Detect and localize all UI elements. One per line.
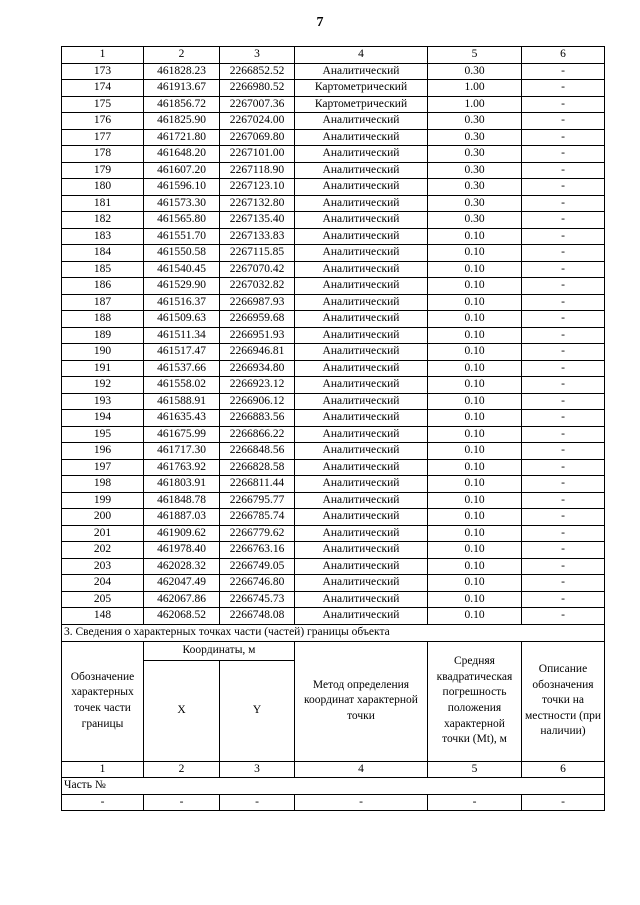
table-row xyxy=(62,63,605,80)
x-coordinate-cell: 461509.63 xyxy=(144,311,220,328)
y-coordinate-cell: 2266959.68 xyxy=(220,311,295,328)
column-number-cell: 1 xyxy=(62,47,144,64)
x-coordinate-cell: 462028.32 xyxy=(144,558,220,575)
y-coordinate-cell: 2266785.74 xyxy=(220,509,295,526)
description-cell: - xyxy=(522,542,605,559)
table-row xyxy=(62,410,605,427)
method-cell: Аналитический xyxy=(295,311,428,328)
point-number-cell: 180 xyxy=(62,179,144,196)
mt-cell: 0.10 xyxy=(428,410,522,427)
y-coordinate-cell: 2266866.22 xyxy=(220,426,295,443)
column-number-cell: 2 xyxy=(144,761,220,778)
method-cell: Аналитический xyxy=(295,129,428,146)
method-cell: Аналитический xyxy=(295,608,428,625)
method-cell: Аналитический xyxy=(295,410,428,427)
method-cell: Аналитический xyxy=(295,360,428,377)
x-coordinate-cell: 462068.52 xyxy=(144,608,220,625)
description-cell: - xyxy=(522,459,605,476)
description-header: Описание обозначения точки на местности (при наличии) xyxy=(522,641,605,761)
table-row xyxy=(62,228,605,245)
description-cell: - xyxy=(522,393,605,410)
table-row xyxy=(62,476,605,493)
mt-cell: 0.30 xyxy=(428,162,522,179)
table-row xyxy=(62,360,605,377)
mt-cell: 0.10 xyxy=(428,591,522,608)
y-coordinate-cell: 2266883.56 xyxy=(220,410,295,427)
description-cell: - xyxy=(522,492,605,509)
y-coordinate-cell: 2266748.08 xyxy=(220,608,295,625)
method-cell: Аналитический xyxy=(295,459,428,476)
x-coordinate-cell: 461565.80 xyxy=(144,212,220,229)
table-row xyxy=(62,393,605,410)
point-number-cell: 193 xyxy=(62,393,144,410)
method-cell: Аналитический xyxy=(295,476,428,493)
x-coordinate-cell: 461517.47 xyxy=(144,344,220,361)
section-header-row xyxy=(62,641,605,660)
table-row xyxy=(62,245,605,262)
description-cell: - xyxy=(522,525,605,542)
mt-cell: 0.30 xyxy=(428,179,522,196)
point-number-cell: 178 xyxy=(62,146,144,163)
point-number-cell: 205 xyxy=(62,591,144,608)
description-cell: - xyxy=(522,129,605,146)
description-cell: - xyxy=(522,591,605,608)
empty-cell: - xyxy=(522,794,605,811)
mt-cell: 0.30 xyxy=(428,212,522,229)
point-number-cell: 179 xyxy=(62,162,144,179)
table-row xyxy=(62,575,605,592)
x-coordinate-cell: 461551.70 xyxy=(144,228,220,245)
method-cell: Картометрический xyxy=(295,80,428,97)
mt-cell: 1.00 xyxy=(428,96,522,113)
description-cell: - xyxy=(522,179,605,196)
mt-cell: 0.30 xyxy=(428,129,522,146)
x-coordinate-cell: 462067.86 xyxy=(144,591,220,608)
method-cell: Аналитический xyxy=(295,377,428,394)
point-number-cell: 186 xyxy=(62,278,144,295)
point-number-cell: 194 xyxy=(62,410,144,427)
x-coordinate-cell: 461537.66 xyxy=(144,360,220,377)
mt-cell: 0.10 xyxy=(428,575,522,592)
x-coordinate-cell: 461675.99 xyxy=(144,426,220,443)
description-cell: - xyxy=(522,476,605,493)
x-coordinate-cell: 461511.34 xyxy=(144,327,220,344)
section-column-number-row xyxy=(62,761,605,778)
mt-cell: 0.10 xyxy=(428,327,522,344)
y-coordinate-cell: 2266795.77 xyxy=(220,492,295,509)
y-coordinate-cell: 2267007.36 xyxy=(220,96,295,113)
x-coordinate-cell: 461596.10 xyxy=(144,179,220,196)
method-cell: Аналитический xyxy=(295,146,428,163)
description-cell: - xyxy=(522,63,605,80)
column-number-cell: 5 xyxy=(428,761,522,778)
mt-cell: 0.10 xyxy=(428,245,522,262)
x-coordinate-cell: 461763.92 xyxy=(144,459,220,476)
x-coordinate-cell: 461635.43 xyxy=(144,410,220,427)
table-row xyxy=(62,558,605,575)
y-coordinate-cell: 2266980.52 xyxy=(220,80,295,97)
mt-cell: 0.10 xyxy=(428,509,522,526)
mt-cell: 0.10 xyxy=(428,608,522,625)
y-coordinate-cell: 2266811.44 xyxy=(220,476,295,493)
method-cell: Аналитический xyxy=(295,327,428,344)
table-row xyxy=(62,162,605,179)
mt-cell: 0.10 xyxy=(428,459,522,476)
method-cell: Аналитический xyxy=(295,63,428,80)
table-row xyxy=(62,96,605,113)
table-row xyxy=(62,179,605,196)
coordinates-header: Координаты, м xyxy=(144,641,295,660)
description-cell: - xyxy=(522,509,605,526)
column-number-cell: 4 xyxy=(295,47,428,64)
table-row xyxy=(62,426,605,443)
y-coordinate-cell: 2266934.80 xyxy=(220,360,295,377)
x-coordinate-cell: 461828.23 xyxy=(144,63,220,80)
point-number-cell: 201 xyxy=(62,525,144,542)
x-coordinate-cell: 461848.78 xyxy=(144,492,220,509)
y-coordinate-cell: 2266746.80 xyxy=(220,575,295,592)
description-cell: - xyxy=(522,410,605,427)
column-number-cell: 3 xyxy=(220,47,295,64)
mt-cell: 1.00 xyxy=(428,80,522,97)
description-cell: - xyxy=(522,113,605,130)
point-number-cell: 199 xyxy=(62,492,144,509)
y-coordinate-cell: 2266749.05 xyxy=(220,558,295,575)
part-row xyxy=(62,778,605,795)
description-cell: - xyxy=(522,146,605,163)
mt-cell: 0.10 xyxy=(428,228,522,245)
y-coordinate-cell: 2266763.16 xyxy=(220,542,295,559)
page-number: 7 xyxy=(316,15,324,30)
y-coordinate-cell: 2267133.83 xyxy=(220,228,295,245)
description-cell: - xyxy=(522,212,605,229)
description-cell: - xyxy=(522,294,605,311)
x-header: X xyxy=(144,660,220,761)
description-cell: - xyxy=(522,245,605,262)
y-header: Y xyxy=(220,660,295,761)
x-coordinate-cell: 461573.30 xyxy=(144,195,220,212)
table-row xyxy=(62,195,605,212)
y-coordinate-cell: 2266987.93 xyxy=(220,294,295,311)
table-row xyxy=(62,509,605,526)
point-number-cell: 188 xyxy=(62,311,144,328)
mt-cell: 0.10 xyxy=(428,542,522,559)
point-number-cell: 148 xyxy=(62,608,144,625)
x-coordinate-cell: 461717.30 xyxy=(144,443,220,460)
description-cell: - xyxy=(522,426,605,443)
x-coordinate-cell: 461558.02 xyxy=(144,377,220,394)
y-coordinate-cell: 2266906.12 xyxy=(220,393,295,410)
method-cell: Аналитический xyxy=(295,575,428,592)
x-coordinate-cell: 461721.80 xyxy=(144,129,220,146)
x-coordinate-cell: 461607.20 xyxy=(144,162,220,179)
y-coordinate-cell: 2267115.85 xyxy=(220,245,295,262)
point-number-cell: 192 xyxy=(62,377,144,394)
table-row xyxy=(62,443,605,460)
x-coordinate-cell: 461803.91 xyxy=(144,476,220,493)
point-number-cell: 196 xyxy=(62,443,144,460)
section-title-row xyxy=(62,624,605,641)
point-number-cell: 177 xyxy=(62,129,144,146)
table-row xyxy=(62,608,605,625)
mt-cell: 0.10 xyxy=(428,443,522,460)
mt-cell: 0.10 xyxy=(428,377,522,394)
mt-header: Средняя квадратическая погрешность положения характерной точки (Mt), м xyxy=(428,641,522,761)
description-cell: - xyxy=(522,608,605,625)
description-cell: - xyxy=(522,443,605,460)
table-row xyxy=(62,344,605,361)
method-cell: Аналитический xyxy=(295,542,428,559)
description-cell: - xyxy=(522,96,605,113)
point-number-cell: 197 xyxy=(62,459,144,476)
method-cell: Аналитический xyxy=(295,245,428,262)
x-coordinate-cell: 461550.58 xyxy=(144,245,220,262)
mt-cell: 0.30 xyxy=(428,146,522,163)
table-row xyxy=(62,212,605,229)
mt-cell: 0.30 xyxy=(428,63,522,80)
description-cell: - xyxy=(522,228,605,245)
description-cell: - xyxy=(522,575,605,592)
column-number-cell: 1 xyxy=(62,761,144,778)
point-number-cell: 184 xyxy=(62,245,144,262)
mt-cell: 0.10 xyxy=(428,558,522,575)
x-coordinate-cell: 461913.67 xyxy=(144,80,220,97)
column-number-row xyxy=(62,47,605,64)
x-coordinate-cell: 461825.90 xyxy=(144,113,220,130)
point-number-cell: 195 xyxy=(62,426,144,443)
x-coordinate-cell: 461540.45 xyxy=(144,261,220,278)
empty-data-row xyxy=(62,794,605,811)
coordinates-table xyxy=(61,46,605,811)
method-cell: Аналитический xyxy=(295,344,428,361)
y-coordinate-cell: 2267118.90 xyxy=(220,162,295,179)
table-row xyxy=(62,327,605,344)
description-cell: - xyxy=(522,195,605,212)
point-number-cell: 200 xyxy=(62,509,144,526)
table-row xyxy=(62,542,605,559)
mt-cell: 0.10 xyxy=(428,426,522,443)
description-cell: - xyxy=(522,558,605,575)
point-number-cell: 189 xyxy=(62,327,144,344)
method-cell: Аналитический xyxy=(295,525,428,542)
table-row xyxy=(62,113,605,130)
method-cell: Аналитический xyxy=(295,113,428,130)
mt-cell: 0.10 xyxy=(428,476,522,493)
description-cell: - xyxy=(522,162,605,179)
method-cell: Картометрический xyxy=(295,96,428,113)
description-cell: - xyxy=(522,360,605,377)
table-row xyxy=(62,311,605,328)
point-number-cell: 187 xyxy=(62,294,144,311)
x-coordinate-cell: 461856.72 xyxy=(144,96,220,113)
method-cell: Аналитический xyxy=(295,228,428,245)
point-number-cell: 173 xyxy=(62,63,144,80)
x-coordinate-cell: 461909.62 xyxy=(144,525,220,542)
column-number-cell: 3 xyxy=(220,761,295,778)
mt-cell: 0.10 xyxy=(428,278,522,295)
y-coordinate-cell: 2266745.73 xyxy=(220,591,295,608)
column-number-cell: 4 xyxy=(295,761,428,778)
method-header: Метод определения координат характерной точки xyxy=(295,641,428,761)
point-number-cell: 181 xyxy=(62,195,144,212)
point-number-cell: 183 xyxy=(62,228,144,245)
method-cell: Аналитический xyxy=(295,261,428,278)
y-coordinate-cell: 2266852.52 xyxy=(220,63,295,80)
y-coordinate-cell: 2266828.58 xyxy=(220,459,295,476)
description-cell: - xyxy=(522,311,605,328)
point-number-cell: 190 xyxy=(62,344,144,361)
x-coordinate-cell: 461887.03 xyxy=(144,509,220,526)
point-number-cell: 202 xyxy=(62,542,144,559)
mt-cell: 0.30 xyxy=(428,113,522,130)
mt-cell: 0.10 xyxy=(428,393,522,410)
table-row xyxy=(62,146,605,163)
method-cell: Аналитический xyxy=(295,393,428,410)
point-number-cell: 175 xyxy=(62,96,144,113)
method-cell: Аналитический xyxy=(295,195,428,212)
column-number-cell: 2 xyxy=(144,47,220,64)
description-cell: - xyxy=(522,261,605,278)
point-number-cell: 182 xyxy=(62,212,144,229)
y-coordinate-cell: 2267123.10 xyxy=(220,179,295,196)
table-row xyxy=(62,591,605,608)
mt-cell: 0.10 xyxy=(428,311,522,328)
y-coordinate-cell: 2266923.12 xyxy=(220,377,295,394)
table-row xyxy=(62,80,605,97)
x-coordinate-cell: 461529.90 xyxy=(144,278,220,295)
method-cell: Аналитический xyxy=(295,426,428,443)
point-number-cell: 198 xyxy=(62,476,144,493)
x-coordinate-cell: 461648.20 xyxy=(144,146,220,163)
y-coordinate-cell: 2266946.81 xyxy=(220,344,295,361)
mt-cell: 0.10 xyxy=(428,344,522,361)
empty-cell: - xyxy=(144,794,220,811)
section-title: 3. Сведения о характерных точках части (частей) границы объекта xyxy=(62,624,605,641)
empty-cell: - xyxy=(428,794,522,811)
description-cell: - xyxy=(522,377,605,394)
description-cell: - xyxy=(522,278,605,295)
method-cell: Аналитический xyxy=(295,162,428,179)
point-number-cell: 203 xyxy=(62,558,144,575)
mt-cell: 0.10 xyxy=(428,294,522,311)
x-coordinate-cell: 461588.91 xyxy=(144,393,220,410)
table-row xyxy=(62,377,605,394)
mt-cell: 0.10 xyxy=(428,360,522,377)
point-number-cell: 185 xyxy=(62,261,144,278)
description-cell: - xyxy=(522,80,605,97)
method-cell: Аналитический xyxy=(295,591,428,608)
description-cell: - xyxy=(522,327,605,344)
point-number-cell: 174 xyxy=(62,80,144,97)
method-cell: Аналитический xyxy=(295,278,428,295)
y-coordinate-cell: 2267070.42 xyxy=(220,261,295,278)
y-coordinate-cell: 2267032.82 xyxy=(220,278,295,295)
method-cell: Аналитический xyxy=(295,558,428,575)
y-coordinate-cell: 2267135.40 xyxy=(220,212,295,229)
table-row xyxy=(62,525,605,542)
column-number-cell: 6 xyxy=(522,47,605,64)
designation-header: Обозначение характерных точек части границы xyxy=(62,641,144,761)
table-row xyxy=(62,492,605,509)
method-cell: Аналитический xyxy=(295,179,428,196)
point-number-cell: 191 xyxy=(62,360,144,377)
method-cell: Аналитический xyxy=(295,443,428,460)
method-cell: Аналитический xyxy=(295,492,428,509)
table-row xyxy=(62,294,605,311)
mt-cell: 0.10 xyxy=(428,525,522,542)
x-coordinate-cell: 461978.40 xyxy=(144,542,220,559)
x-coordinate-cell: 462047.49 xyxy=(144,575,220,592)
column-number-cell: 6 xyxy=(522,761,605,778)
method-cell: Аналитический xyxy=(295,212,428,229)
table-row xyxy=(62,129,605,146)
table-row xyxy=(62,278,605,295)
point-number-cell: 176 xyxy=(62,113,144,130)
point-number-cell: 204 xyxy=(62,575,144,592)
empty-cell: - xyxy=(220,794,295,811)
table-row xyxy=(62,459,605,476)
part-label: Часть № xyxy=(62,778,605,795)
method-cell: Аналитический xyxy=(295,294,428,311)
x-coordinate-cell: 461516.37 xyxy=(144,294,220,311)
y-coordinate-cell: 2266779.62 xyxy=(220,525,295,542)
y-coordinate-cell: 2267069.80 xyxy=(220,129,295,146)
y-coordinate-cell: 2267132.80 xyxy=(220,195,295,212)
mt-cell: 0.30 xyxy=(428,195,522,212)
y-coordinate-cell: 2267101.00 xyxy=(220,146,295,163)
y-coordinate-cell: 2266848.56 xyxy=(220,443,295,460)
y-coordinate-cell: 2267024.00 xyxy=(220,113,295,130)
y-coordinate-cell: 2266951.93 xyxy=(220,327,295,344)
column-number-cell: 5 xyxy=(428,47,522,64)
empty-cell: - xyxy=(295,794,428,811)
empty-cell: - xyxy=(62,794,144,811)
mt-cell: 0.10 xyxy=(428,261,522,278)
method-cell: Аналитический xyxy=(295,509,428,526)
mt-cell: 0.10 xyxy=(428,492,522,509)
description-cell: - xyxy=(522,344,605,361)
table-row xyxy=(62,261,605,278)
